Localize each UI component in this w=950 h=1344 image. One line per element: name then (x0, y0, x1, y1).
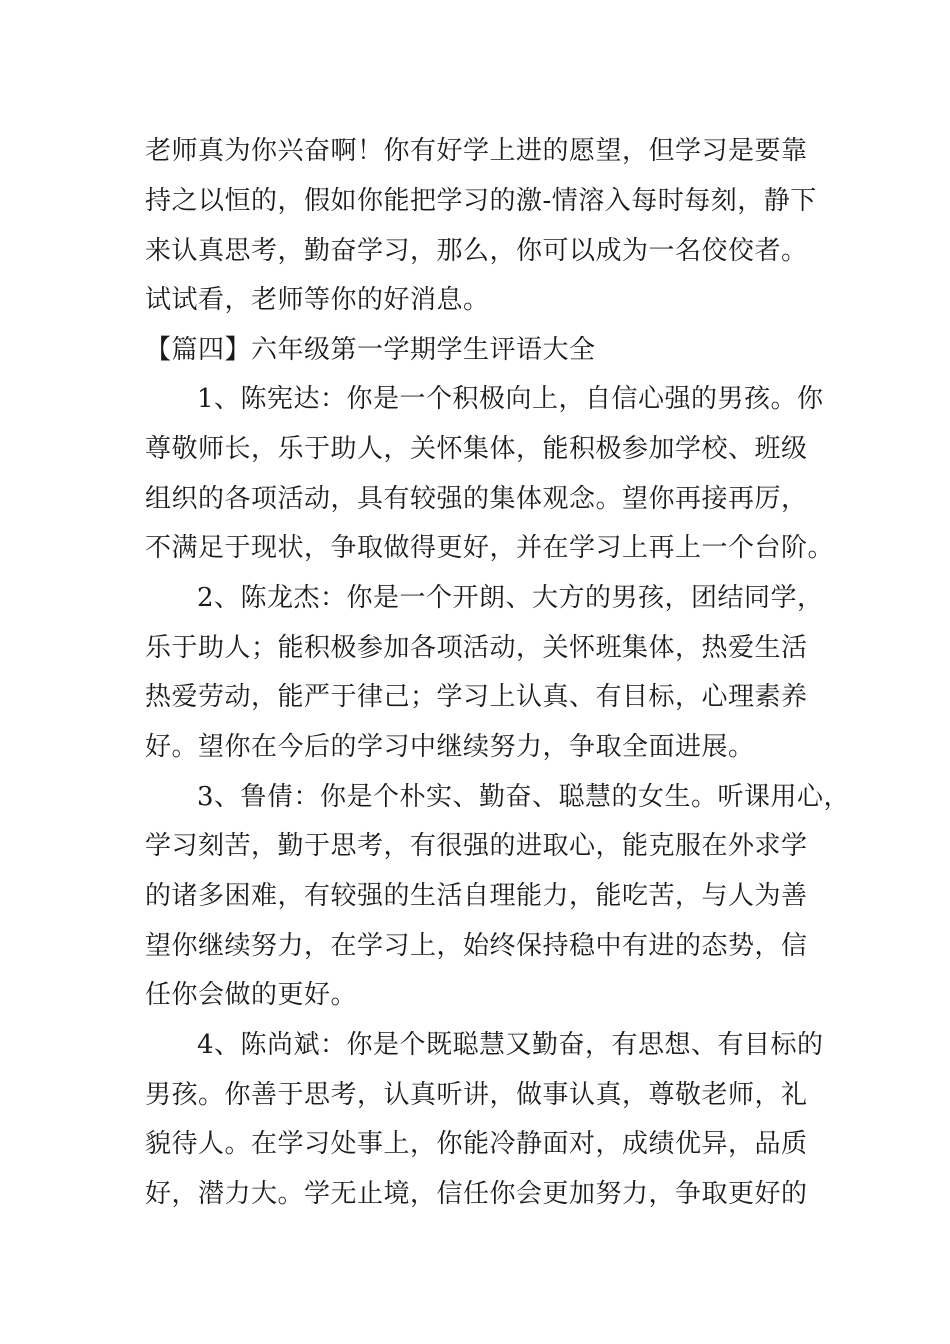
entry-1-line-1: 1、陈宪达：你是一个积极向上，自信心强的男孩。你 (197, 384, 824, 414)
intro-line-2: 持之以恒的，假如你能把学习的激-情溶入每时每刻，静下 (145, 186, 817, 216)
intro-line-1: 老师真为你兴奋啊！你有好学上进的愿望，但学习是要靠 (145, 136, 808, 166)
entry-2-line-4: 好。望你在今后的学习中继续努力，争取全面进展。 (145, 732, 755, 762)
entry-4-line-4: 好，潜力大。学无止境，信任你会更加努力，争取更好的 (145, 1179, 808, 1209)
intro-line-4: 试试看，老师等你的好消息。 (145, 285, 490, 315)
entry-2-line-2: 乐于助人；能积极参加各项活动，关怀班集体，热爱生活 (145, 633, 808, 663)
entry-3-line-3: 的诸多困难，有较强的生活自理能力，能吃苦，与人为善 (145, 881, 808, 911)
entry-4-line-1: 4、陈尚斌：你是个既聪慧又勤奋，有思想、有目标的 (197, 1030, 824, 1060)
entry-2-line-3: 热爱劳动，能严于律己；学习上认真、有目标，心理素养 (145, 682, 808, 712)
entry-1-line-3: 组织的各项活动，具有较强的集体观念。望你再接再厉， (145, 484, 808, 514)
entry-3-line-4: 望你继续努力，在学习上，始终保持稳中有进的态势，信 (145, 931, 808, 961)
intro-line-3: 来认真思考，勤奋学习，那么，你可以成为一名佼佼者。 (145, 236, 808, 266)
entry-3-line-5: 任你会做的更好。 (145, 980, 358, 1010)
section-heading: 【篇四】六年级第一学期学生评语大全 (145, 335, 596, 365)
entry-3-line-1: 3、鲁倩：你是个朴实、勤奋、聪慧的女生。听课用心， (197, 782, 851, 812)
entry-4-line-2: 男孩。你善于思考，认真听讲，做事认真，尊敬老师，礼 (145, 1080, 808, 1110)
entry-1-line-2: 尊敬师长，乐于助人，关怀集体，能积极参加学校、班级 (145, 434, 808, 464)
entry-2-line-1: 2、陈龙杰：你是一个开朗、大方的男孩，团结同学， (197, 583, 824, 613)
entry-3-line-2: 学习刻苦，勤于思考，有很强的进取心，能克服在外求学 (145, 831, 808, 861)
entry-4-line-3: 貌待人。在学习处事上，你能冷静面对，成绩优异，品质 (145, 1129, 808, 1159)
entry-1-line-4: 不满足于现状，争取做得更好，并在学习上再上一个台阶。 (145, 533, 835, 563)
